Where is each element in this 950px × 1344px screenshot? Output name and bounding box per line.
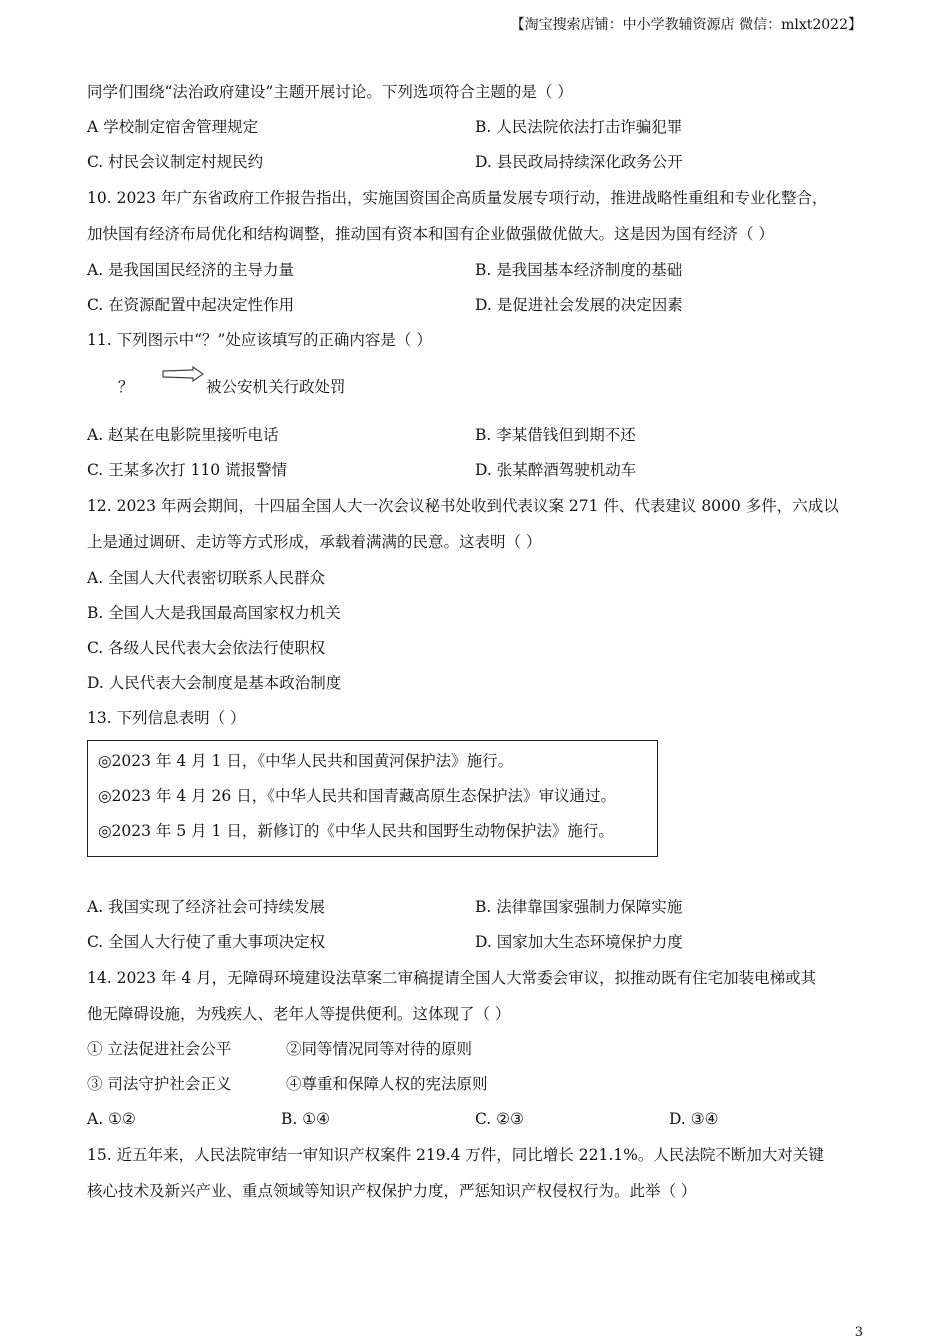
q14-option-d: D. ③④ bbox=[669, 1110, 719, 1128]
q9-stem: 同学们围绕“法治政府建设”主题开展讨论。下列选项符合主题的是（ ） bbox=[87, 83, 573, 101]
q11-stem: 11. 下列图示中“？”处应该填写的正确内容是（ ） bbox=[87, 331, 432, 349]
q14-statement-1: ① 立法促进社会公平 bbox=[87, 1040, 232, 1058]
q13-info-item: ◎2023 年 5 月 1 日，新修订的《中华人民共和国野生动物保护法》施行。 bbox=[98, 822, 614, 840]
page-number: 3 bbox=[854, 1325, 863, 1340]
q13-option-b: B. 法律靠国家强制力保障实施 bbox=[475, 898, 683, 916]
q12-stem-line2: 上是通过调研、走访等方式形成，承载着满满的民意。这表明（ ） bbox=[87, 533, 542, 551]
q15-stem-line2: 核心技术及新兴产业、重点领域等知识产权保护力度，严惩知识产权侵权行为。此举（ ） bbox=[87, 1182, 697, 1200]
q11-option-d: D. 张某醉酒驾驶机动车 bbox=[475, 461, 637, 479]
q9-option-a: A 学校制定宿舍管理规定 bbox=[87, 118, 259, 136]
q14-option-a: A. ①② bbox=[87, 1110, 136, 1128]
q10-stem-line1: 10. 2023 年广东省政府工作报告指出，实施国资国企高质量发展专项行动，推进战略性重组和专业化整合， bbox=[87, 189, 828, 207]
q13-info-box bbox=[87, 740, 658, 857]
q10-option-a: A. 是我国国民经济的主导力量 bbox=[87, 261, 295, 279]
q9-option-c: C. 村民会议制定村规民约 bbox=[87, 153, 264, 171]
q14-stem-line1: 14. 2023 年 4 月，无障碍环境建设法草案二审稿提请全国人大常委会审议，拟推动既有住宅加装电梯或其 bbox=[87, 969, 817, 987]
q9-option-d: D. 县民政局持续深化政务公开 bbox=[475, 153, 683, 171]
q12-option-a: A. 全国人大代表密切联系人民群众 bbox=[87, 569, 326, 587]
q10-option-c: C. 在资源配置中起决定性作用 bbox=[87, 296, 295, 314]
q13-option-a: A. 我国实现了经济社会可持续发展 bbox=[87, 898, 326, 916]
page-header: 【淘宝搜索店铺：中小学教辅资源店 微信：mlxt2022】 bbox=[510, 17, 862, 33]
q14-stem-line2: 他无障碍设施，为残疾人、老年人等提供便利。这体现了（ ） bbox=[87, 1005, 511, 1023]
q12-option-c: C. 各级人民代表大会依法行使职权 bbox=[87, 639, 326, 657]
q15-stem-line1: 15. 近五年来，人民法院审结一审知识产权案件 219.4 万件，同比增长 221.1%。人民法院不断加大对关键 bbox=[87, 1146, 824, 1164]
q14-statement-2: ②同等情况同等对待的原则 bbox=[286, 1040, 473, 1058]
q11-option-c: C. 王某多次打 110 谎报警情 bbox=[87, 461, 288, 479]
q13-option-c: C. 全国人大行使了重大事项决定权 bbox=[87, 933, 326, 951]
q12-option-d: D. 人民代表大会制度是基本政治制度 bbox=[87, 674, 342, 692]
q14-option-b: B. ①④ bbox=[281, 1110, 331, 1128]
q11-option-a: A. 赵某在电影院里接听电话 bbox=[87, 426, 279, 444]
q10-option-d: D. 是促进社会发展的决定因素 bbox=[475, 296, 683, 314]
q9-option-b: B. 人民法院依法打击诈骗犯罪 bbox=[475, 118, 683, 136]
right-arrow-icon bbox=[162, 366, 204, 382]
q14-option-c: C. ②③ bbox=[475, 1110, 524, 1128]
q14-statement-3: ③ 司法守护社会正义 bbox=[87, 1075, 232, 1093]
q11-option-b: B. 李某借钱但到期不还 bbox=[475, 426, 636, 444]
q13-stem: 13. 下列信息表明（ ） bbox=[87, 709, 246, 727]
q14-statement-4: ④尊重和保障人权的宪法原则 bbox=[286, 1075, 488, 1093]
q12-option-b: B. 全国人大是我国最高国家权力机关 bbox=[87, 604, 341, 622]
q12-stem-line1: 12. 2023 年两会期间，十四届全国人大一次会议秘书处收到代表议案 271 件、代表建议 8000 多件，六成以 bbox=[87, 497, 839, 515]
q13-info-item: ◎2023 年 4 月 1 日，《中华人民共和国黄河保护法》施行。 bbox=[98, 752, 514, 770]
q13-info-item: ◎2023 年 4 月 26 日，《中华人民共和国青藏高原生态保护法》审议通过。 bbox=[98, 787, 616, 805]
q11-diagram-result: 被公安机关行政处罚 bbox=[206, 378, 346, 396]
q10-option-b: B. 是我国基本经济制度的基础 bbox=[475, 261, 683, 279]
q10-stem-line2: 加快国有经济布局优化和结构调整，推动国有资本和国有企业做强做优做大。这是因为国有经济（ ） bbox=[87, 225, 774, 243]
q13-option-d: D. 国家加大生态环境保护力度 bbox=[475, 933, 683, 951]
q11-diagram-question-mark: ？ bbox=[118, 378, 134, 396]
